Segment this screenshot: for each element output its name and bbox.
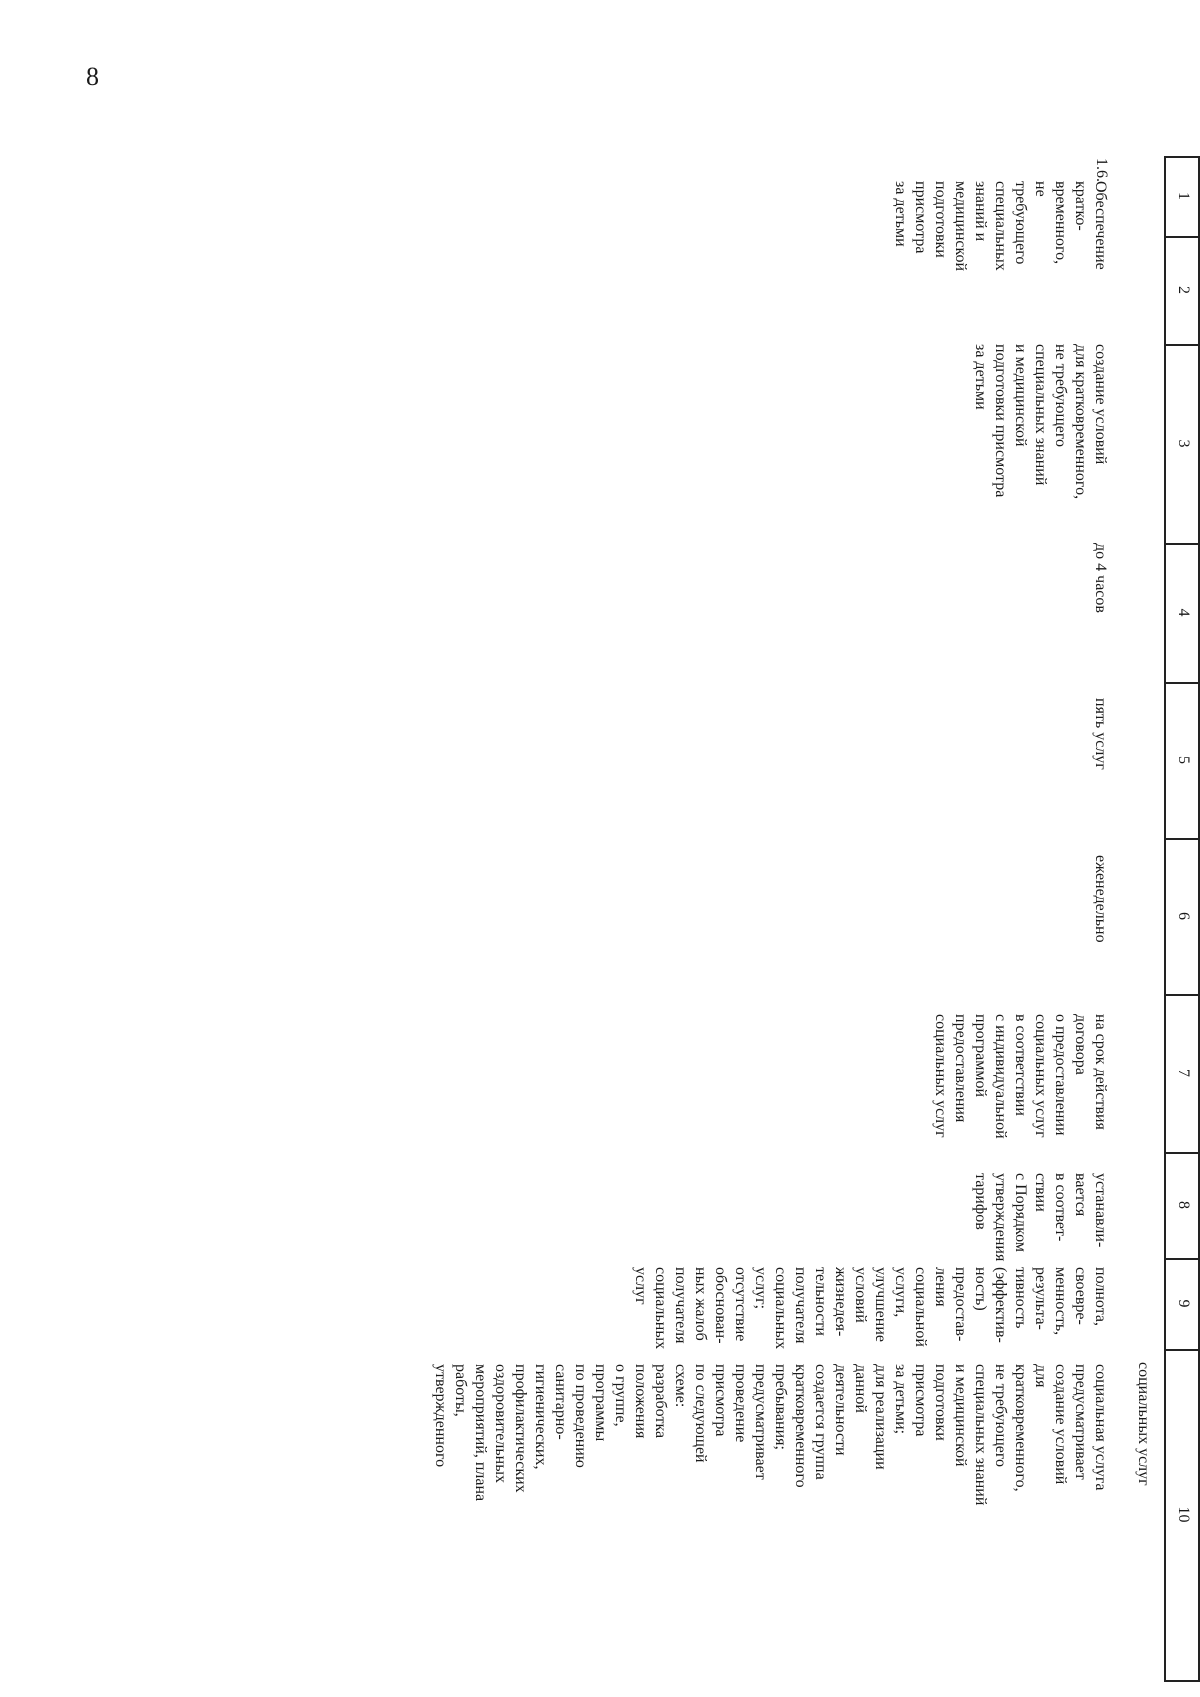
service-conditions: социальная услуга предусматривает создание условий для кратковременного, не требующего специальных знаний и медицинской подготовки присмотра за детьми; для реализации данной деятельности создается группа кратковременного пребывания; предусматривает проведение присмотра по следующей схеме: разработка положения о группе, программы по проведению санитарно- гигиенических, профилактических оздоровительных мероприятий, плана работы, утвержденного xyxy=(432,1364,1109,1506)
service-volume: пять услуг xyxy=(1092,698,1109,770)
services-table xyxy=(180,74,1200,1682)
service-name: Обеспечение кратко- временного, не требующего специальных знаний и медицинской подготовки присмотра за детьми xyxy=(892,181,1109,272)
service-price: устанавли- вается в соответ- ствии с Порядком утверждения тарифов xyxy=(972,1173,1109,1262)
col-header-8: 8 xyxy=(1175,1201,1192,1209)
service-quality: полнота, своевре- менность, результа- тивность (эффектив- ность) предостав- ления социальной услуги, улучшение условий жизнедея- тельности получателя социальных услуг; отсутствие обоснован- ных жалоб получателя социальных услуг xyxy=(632,1267,1109,1350)
col-header-7: 7 xyxy=(1175,1069,1192,1077)
row-number: 1.6. xyxy=(1093,158,1110,182)
col-header-3: 3 xyxy=(1175,439,1192,448)
col-header-6: 6 xyxy=(1175,912,1192,920)
col-header-5: 5 xyxy=(1175,756,1192,764)
carryover-text: социальных услуг xyxy=(1135,1362,1152,1486)
service-period: на срок действия договора о предоставлении социальных услуг в соответствии с индивидуальной программой предоставления социальных услуг xyxy=(932,1014,1109,1139)
col-header-2: 2 xyxy=(1175,286,1192,294)
col-header-9: 9 xyxy=(1175,1299,1192,1308)
service-frequency: еженедельно xyxy=(1092,855,1109,943)
col-header-10: 10 xyxy=(1175,1506,1192,1523)
service-time: до 4 часов xyxy=(1092,543,1109,613)
col-header-4: 4 xyxy=(1175,608,1192,617)
service-description: создание условий для кратковременного, не требующего специальных знаний и медицинской подготовки присмотра за детьми xyxy=(972,344,1109,500)
col-sep xyxy=(1165,1680,1200,1682)
col-header-1: 1 xyxy=(1175,192,1192,200)
page-number: 8 xyxy=(86,62,99,91)
